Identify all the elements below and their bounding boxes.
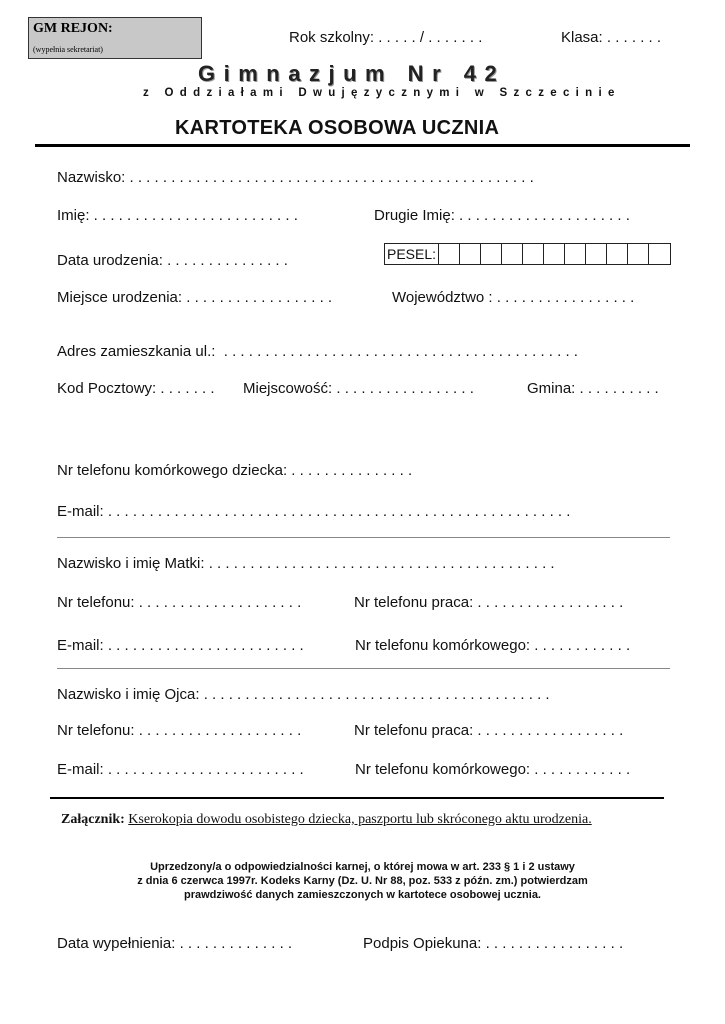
section-divider xyxy=(57,537,670,538)
section-divider xyxy=(57,668,670,669)
kod-pocztowy-field: Kod Pocztowy: . . . . . . . xyxy=(57,380,215,397)
matka-name-field: Nazwisko i imię Matki: . . . . . . . . . . . . . . . . . . . . . . . . . . . . . . . . . . . . . . . . . . xyxy=(57,555,555,572)
ojciec-email-field: E-mail: . . . . . . . . . . . . . . . . . . . . . . . . xyxy=(57,761,304,778)
pesel-box xyxy=(384,243,671,265)
pesel-digit-cell xyxy=(628,244,649,264)
imie-field: Imię: . . . . . . . . . . . . . . . . . . . . . . . . . xyxy=(57,207,298,224)
klasa-field: Klasa: . . . . . . . xyxy=(561,29,662,46)
title-rule xyxy=(35,144,690,147)
pesel-digit-cell xyxy=(502,244,523,264)
ojciec-name-field: Nazwisko i imię Ojca: . . . . . . . . . . . . . . . . . . . . . . . . . . . . . . . . . . . . . . . . . . xyxy=(57,686,550,703)
statement-line-3: prawdziwość danych zamieszczonych w kartotece osobowej ucznia. xyxy=(184,889,541,901)
school-subtitle: z Oddziałami Dwujęzycznymi w Szczecinie xyxy=(143,87,621,99)
statement-line-2: z dnia 6 czerwca 1997r. Kodeks Karny (Dz. U. Nr 88, poz. 533 z późn. zm.) potwierdzam xyxy=(137,875,588,887)
adres-field: Adres zamieszkania ul.: . . . . . . . . . . . . . . . . . . . . . . . . . . . . . . . . . . . . . . . . . . . xyxy=(57,343,578,360)
podpis-opiekuna-field: Podpis Opiekuna: . . . . . . . . . . . . . . . . . xyxy=(363,935,624,952)
miejsce-urodzenia-field: Miejsce urodzenia: . . . . . . . . . . . . . . . . . . xyxy=(57,289,333,306)
nazwisko-field: Nazwisko: . . . . . . . . . . . . . . . . . . . . . . . . . . . . . . . . . . . . . . . . . . . . . . . . . xyxy=(57,169,534,186)
gmina-field: Gmina: . . . . . . . . . . xyxy=(527,380,659,397)
attachment-rule xyxy=(50,797,664,799)
attachment-line xyxy=(61,812,592,828)
attachment-text: Kserokopia dowodu osobistego dziecka, paszportu lub skróconego aktu urodzenia. xyxy=(128,812,592,827)
drugie-imie-field: Drugie Imię: . . . . . . . . . . . . . . . . . . . . . xyxy=(374,207,630,224)
pesel-digit-cell xyxy=(523,244,544,264)
pesel-label: PESEL: xyxy=(385,244,439,264)
tel-dziecka-field: Nr telefonu komórkowego dziecka: . . . . . . . . . . . . . . . xyxy=(57,462,413,479)
statement-line-1: Uprzedzony/a o odpowiedzialności karnej, o której mowa w art. 233 § 1 i 2 ustawy xyxy=(150,861,575,873)
matka-email-field: E-mail: . . . . . . . . . . . . . . . . . . . . . . . . xyxy=(57,637,304,654)
ojciec-tel-field: Nr telefonu: . . . . . . . . . . . . . . . . . . . . xyxy=(57,722,302,739)
document-title: KARTOTEKA OSOBOWA UCZNIA xyxy=(175,117,500,139)
matka-tel-field: Nr telefonu: . . . . . . . . . . . . . . . . . . . . xyxy=(57,594,302,611)
pesel-digit-cell xyxy=(481,244,502,264)
pesel-digit-cell xyxy=(460,244,481,264)
data-urodzenia-field: Data urodzenia: . . . . . . . . . . . . . . . xyxy=(57,252,288,269)
pesel-digit-cell xyxy=(586,244,607,264)
miejscowosc-field: Miejscowość: . . . . . . . . . . . . . . . . . xyxy=(243,380,474,397)
pesel-digit-cell xyxy=(439,244,460,264)
pesel-digit-cell xyxy=(544,244,565,264)
pesel-digit-cell xyxy=(649,244,670,264)
attachment-label: Załącznik: xyxy=(61,812,125,827)
email-dziecka-field: E-mail: . . . . . . . . . . . . . . . . . . . . . . . . . . . . . . . . . . . . . . . . . . . . . . . . . . . . . . . . xyxy=(57,503,571,520)
wojewodztwo-field: Województwo : . . . . . . . . . . . . . . . . . xyxy=(392,289,635,306)
matka-tel-praca-field: Nr telefonu praca: . . . . . . . . . . . . . . . . . . xyxy=(354,594,624,611)
pesel-digit-cell xyxy=(565,244,586,264)
gm-rejon-note: (wypełnia sekretariat) xyxy=(33,45,103,54)
pesel-digit-cell xyxy=(607,244,628,264)
data-wypelnienia-field: Data wypełnienia: . . . . . . . . . . . . . . xyxy=(57,935,293,952)
matka-tel-kom-field: Nr telefonu komórkowego: . . . . . . . . . . . . xyxy=(355,637,631,654)
gm-rejon-label: GM REJON: xyxy=(33,21,113,36)
rok-szkolny-field: Rok szkolny: . . . . . / . . . . . . . xyxy=(289,29,483,46)
ojciec-tel-praca-field: Nr telefonu praca: . . . . . . . . . . . . . . . . . . xyxy=(354,722,624,739)
gm-rejon-box xyxy=(28,17,202,59)
school-name: Gimnazjum Nr 42 xyxy=(198,61,506,86)
ojciec-tel-kom-field: Nr telefonu komórkowego: . . . . . . . . . . . . xyxy=(355,761,631,778)
